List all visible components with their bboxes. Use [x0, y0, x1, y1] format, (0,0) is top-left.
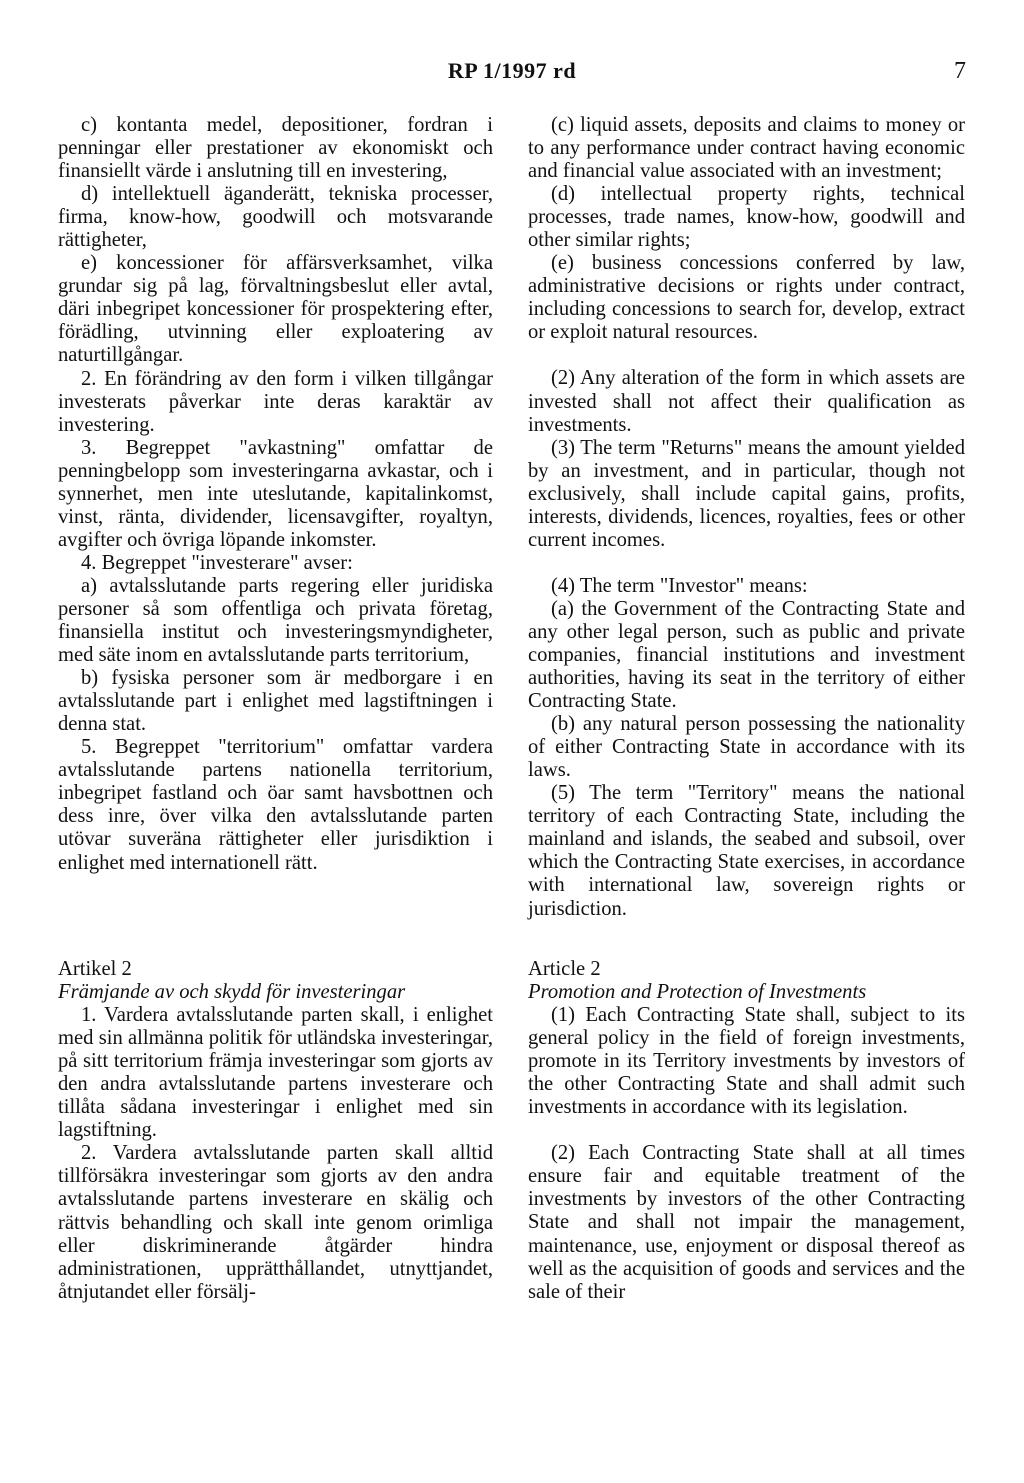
- swedish-column-article-2: [58, 958, 493, 1304]
- sv-paragraph-5: 5. Begreppet "territorium" omfattar vardera avtalsslutande partens nationella territorium, inbegripet fastland och öar samt havsbottnen och dess inre, över vilka den avtalsslutande parten utövar suveräna rättigheter eller jurisdiktion i enlighet med internationell rätt.: [58, 736, 493, 874]
- sv-paragraph-3: 3. Begreppet "avkastning" omfattar de penningbelopp som investeringarna avkastar, och i synnerhet, men inte uteslutande, kapitalinkomst, vinst, ränta, dividender, licensavgifter, royaltyn, avgifter och övriga löpande inkomster.: [58, 436, 493, 551]
- en-paragraph-4a: (a) the Government of the Contracting State and any other legal person, such as public and private companies, financial institutions and investment authorities, having its seat in the territory of either Contracting State.: [528, 597, 965, 713]
- en-paragraph-2: (2) Any alteration of the form in which assets are invested shall not affect their qualification as investments.: [528, 367, 965, 436]
- sv-article-title: Främjande av och skydd för investeringar: [58, 981, 406, 1004]
- en-paragraph-5: (5) The term "Territory" means the national territory of each Contracting State, including the mainland and islands, the seabed and subsoil, over which the Contracting State exercises, in accordance with international law, sovereign rights or jurisdiction.: [528, 782, 965, 920]
- en-article-paragraph-1: (1) Each Contracting State shall, subject to its general policy in the field of foreign investments, promote in its Territory investments by investors of the other Contracting State and shall admit such investments in accordance with its legislation.: [528, 1004, 965, 1119]
- sv-paragraph-4a: a) avtalsslutande parts regering eller juridiska personer så som offentliga och privata företag, finansiella institut och investeringsmyndigheter, med säte inom en avtalsslutande parts territorium,: [58, 574, 493, 667]
- en-paragraph-4b: (b) any natural person possessing the nationality of either Contracting State in accordance with its laws.: [528, 713, 965, 782]
- en-paragraph-c: (c) liquid assets, deposits and claims to money or to any performance under contract having economic and financial value associated with an investment;: [528, 114, 965, 183]
- en-article-paragraph-2: (2) Each Contracting State shall at all times ensure fair and equitable treatment of the investments by investors of the other Contracting State and shall not impair the management, maintenance, use, enjoyment or disposal thereof as well as the acquisition of goods and services and the sale of their: [528, 1142, 965, 1303]
- sv-paragraph-c: c) kontanta medel, depositioner, fordran i penningar eller prestationer av ekonomiskt och finansiellt värde i anslutning till en investering,: [58, 114, 493, 183]
- document-reference: RP 1/1997 rd: [447, 58, 577, 83]
- sv-article-paragraph-1: 1. Vardera avtalsslutande parten skall, i enlighet med sin allmänna politik för utländska investeringar, på sitt territorium främja investeringar som gjorts av den andra avtalsslutande partens investerare och tillåta sådana investeringar i enlighet med sin lagstiftning.: [58, 1004, 493, 1142]
- en-paragraph-3: (3) The term "Returns" means the amount yielded by an investment, and in particular, though not exclusively, shall include capital gains, profits, interests, dividends, licences, royalties, fees or other current incomes.: [528, 436, 965, 551]
- sv-paragraph-4: 4. Begreppet "investerare" avser:: [81, 551, 353, 574]
- sv-paragraph-4b: b) fysiska personer som är medborgare i en avtalsslutande part i enlighet med lagstiftningen i denna stat.: [58, 667, 493, 736]
- sv-article-heading: Artikel 2: [58, 958, 132, 980]
- sv-paragraph-d: d) intellektuell äganderätt, tekniska processer, firma, know-how, goodwill och motsvarande rättigheter,: [58, 183, 493, 252]
- sv-article-paragraph-2: 2. Vardera avtalsslutande parten skall alltid tillförsäkra investeringar som gjorts av den andra avtalsslutande partens investerare en skälig och rättvis behandling och skall inte genom orimliga eller diskriminerande åtgärder hindra administrationen, upprätthållandet, utnyttjandet, åtnjutandet eller försälj-: [58, 1142, 493, 1303]
- en-paragraph-e: (e) business concessions conferred by law, administrative decisions or rights under contract, including concessions to search for, develop, extract or exploit natural resources.: [528, 252, 965, 344]
- sv-paragraph-e: e) koncessioner för affärsverksamhet, vilka grundar sig på lag, förvaltningsbeslut eller avtal, däri inbegripet koncessioner för prospektering efter, förädling, utvinning eller exploatering av naturtillgångar.: [58, 252, 493, 367]
- page-number: 7: [954, 58, 966, 84]
- en-paragraph-d: (d) intellectual property rights, technical processes, trade names, know-how, goodwill and other similar rights;: [528, 183, 965, 252]
- page-header: [0, 58, 1024, 98]
- english-column-definitions: [528, 114, 965, 921]
- sv-paragraph-2: 2. En förändring av den form i vilken tillgångar investerats påverkar inte deras karaktär av investering.: [58, 367, 493, 436]
- en-article-title: Promotion and Protection of Investments: [528, 981, 867, 1004]
- en-paragraph-4: (4) The term "Investor" means:: [551, 574, 808, 597]
- en-article-heading: Article 2: [528, 958, 601, 980]
- english-column-article-2: [528, 958, 965, 1304]
- swedish-column-definitions: [58, 114, 493, 875]
